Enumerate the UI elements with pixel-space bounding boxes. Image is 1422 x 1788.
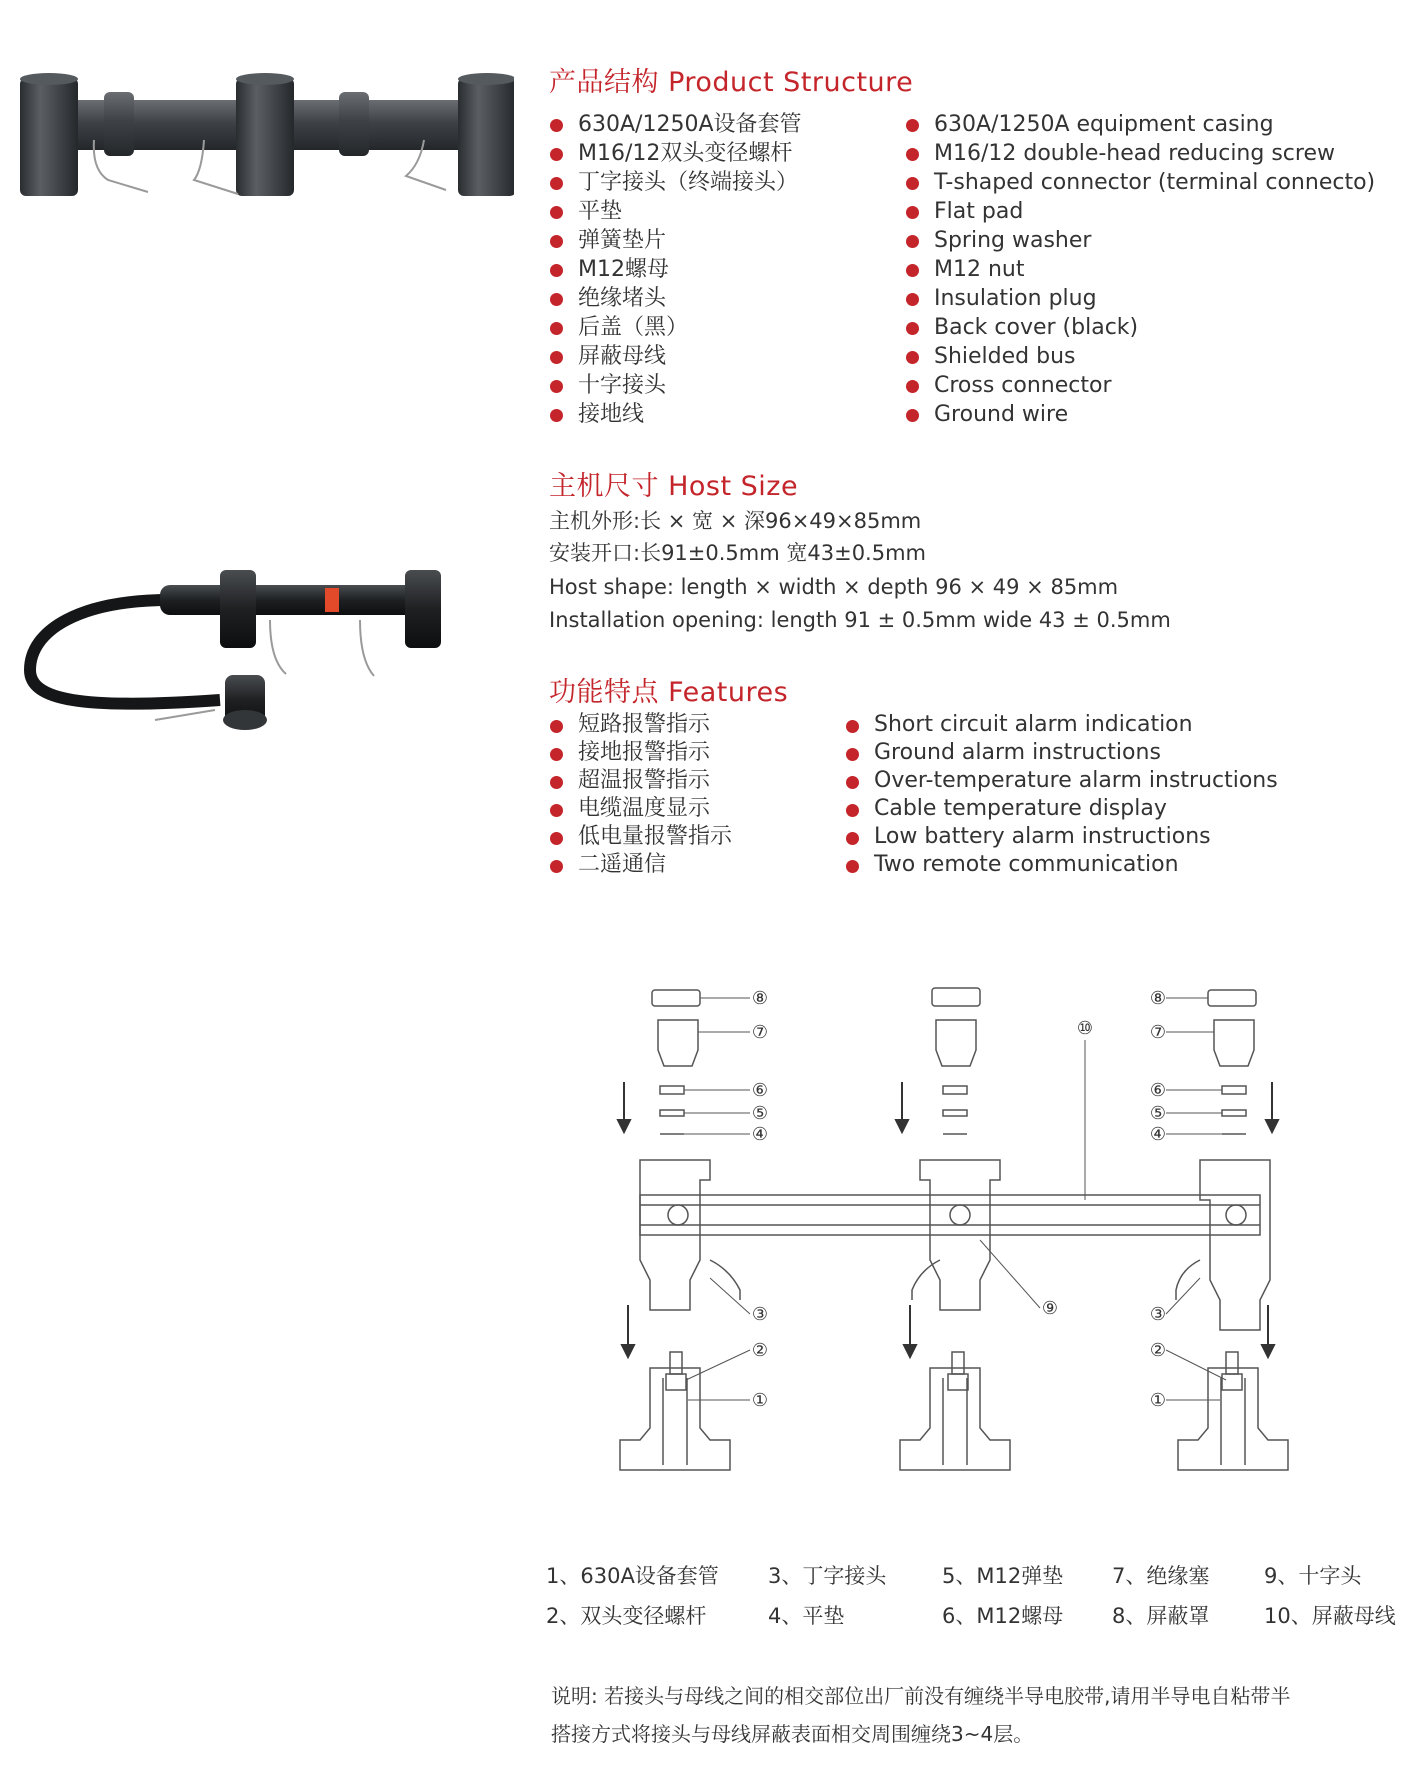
list-item: M16/12 double-head reducing screw bbox=[906, 139, 1375, 168]
list-item: T-shaped connector (terminal connecto) bbox=[906, 168, 1375, 197]
callout-label: ② bbox=[751, 1340, 769, 1361]
callout-label: ⑥ bbox=[1149, 1080, 1167, 1101]
callout-label: ⑥ bbox=[751, 1080, 769, 1101]
list-item: 630A/1250A设备套管 bbox=[550, 110, 802, 139]
list-item: M12 nut bbox=[906, 255, 1375, 284]
list-item: 二遥通信 bbox=[550, 851, 732, 879]
callout-label: ④ bbox=[1149, 1124, 1167, 1145]
list-item: 后盖（黑） bbox=[550, 313, 802, 342]
callout-label: ⑦ bbox=[1149, 1022, 1167, 1043]
legend-item: 2、双头变径螺杆 bbox=[546, 1604, 707, 1628]
host-size-line: Host shape: length × width × depth 96 × 49 × 85mm bbox=[549, 575, 1119, 599]
callout-label: ② bbox=[1149, 1340, 1167, 1361]
spring-washer-part bbox=[660, 1110, 684, 1116]
list-item: Back cover (black) bbox=[906, 313, 1375, 342]
list-item: 绝缘堵头 bbox=[550, 284, 802, 313]
legend-item: 6、M12螺母 bbox=[942, 1604, 1064, 1628]
callout-label: ⑤ bbox=[751, 1103, 769, 1124]
list-item: Spring washer bbox=[906, 226, 1375, 255]
list-item: 低电量报警指示 bbox=[550, 823, 732, 851]
insulating-plug-part bbox=[658, 1020, 698, 1066]
host-size-title: 主机尺寸 Host Size bbox=[549, 471, 799, 502]
callout-label: ⑨ bbox=[1041, 1298, 1059, 1319]
legend-item: 3、丁字接头 bbox=[768, 1564, 887, 1588]
list-item: M16/12双头变径螺杆 bbox=[550, 139, 802, 168]
note-line: 说明: 若接头与母线之间的相交部位出厂前没有缠绕半导电胶带,请用半导电自粘带半 bbox=[551, 1684, 1291, 1708]
legend-item: 5、M12弹垫 bbox=[942, 1564, 1064, 1588]
host-size-line: 安装开口:长91±0.5mm 宽43±0.5mm bbox=[549, 541, 927, 565]
callout-label: ⑤ bbox=[1149, 1103, 1167, 1124]
legend-item: 8、屏蔽罩 bbox=[1112, 1604, 1210, 1628]
callout-label: ① bbox=[1149, 1390, 1167, 1411]
features-title: 功能特点 Features bbox=[549, 677, 789, 708]
list-item: Over-temperature alarm instructions bbox=[846, 767, 1278, 795]
list-item: 超温报警指示 bbox=[550, 767, 732, 795]
product-photo-bus-assembly bbox=[14, 70, 514, 210]
nut-part bbox=[660, 1086, 684, 1094]
list-item: Low battery alarm instructions bbox=[846, 823, 1278, 851]
note-line: 搭接方式将接头与母线屏蔽表面相交周围缠绕3~4层。 bbox=[551, 1722, 1034, 1746]
list-item: Ground wire bbox=[906, 400, 1375, 429]
list-item: Flat pad bbox=[906, 197, 1375, 226]
list-item: 短路报警指示 bbox=[550, 711, 732, 739]
list-item: 接地报警指示 bbox=[550, 739, 732, 767]
legend-item: 1、630A设备套管 bbox=[546, 1564, 719, 1588]
list-item: 弹簧垫片 bbox=[550, 226, 802, 255]
list-item: 接地线 bbox=[550, 400, 802, 429]
list-item: 电缆温度显示 bbox=[550, 795, 732, 823]
list-item: Short circuit alarm indication bbox=[846, 711, 1278, 739]
list-item: 平垫 bbox=[550, 197, 802, 226]
callout-label: ⑦ bbox=[751, 1022, 769, 1043]
list-item: 十字接头 bbox=[550, 371, 802, 400]
structure-list-en bbox=[906, 110, 1375, 429]
list-item: Two remote communication bbox=[846, 851, 1278, 879]
callout-label: ③ bbox=[751, 1304, 769, 1325]
callout-label: ③ bbox=[1149, 1304, 1167, 1325]
list-item: Insulation plug bbox=[906, 284, 1375, 313]
legend-item: 10、屏蔽母线 bbox=[1264, 1604, 1396, 1628]
structure-list-cn bbox=[550, 110, 802, 429]
features-list-en bbox=[846, 711, 1278, 879]
callout-label: ④ bbox=[751, 1124, 769, 1145]
legend-item: 7、绝缘塞 bbox=[1112, 1564, 1210, 1588]
host-size-line: Installation opening: length 91 ± 0.5mm wide 43 ± 0.5mm bbox=[549, 608, 1171, 632]
callout-label: ⑩ bbox=[1076, 1018, 1094, 1039]
assembly-diagram bbox=[560, 960, 1320, 1500]
list-item: 丁字接头（终端接头） bbox=[550, 168, 802, 197]
callout-label: ⑧ bbox=[1149, 988, 1167, 1009]
equipment-bushing-part bbox=[620, 1368, 730, 1470]
list-item: M12螺母 bbox=[550, 255, 802, 284]
list-item: Cross connector bbox=[906, 371, 1375, 400]
list-item: Cable temperature display bbox=[846, 795, 1278, 823]
list-item: Shielded bus bbox=[906, 342, 1375, 371]
legend-item: 9、十字头 bbox=[1264, 1564, 1362, 1588]
features-list-cn bbox=[550, 711, 732, 879]
product-photo-cable-assembly bbox=[20, 560, 450, 740]
host-size-line: 主机外形:长 × 宽 × 深96×49×85mm bbox=[549, 509, 922, 533]
list-item: 630A/1250A equipment casing bbox=[906, 110, 1375, 139]
shield-cap-part bbox=[652, 990, 700, 1006]
list-item: 屏蔽母线 bbox=[550, 342, 802, 371]
callout-label: ① bbox=[751, 1390, 769, 1411]
callout-label: ⑧ bbox=[751, 988, 769, 1009]
legend-item: 4、平垫 bbox=[768, 1604, 845, 1628]
product-structure-title: 产品结构 Product Structure bbox=[549, 67, 914, 98]
list-item: Ground alarm instructions bbox=[846, 739, 1278, 767]
